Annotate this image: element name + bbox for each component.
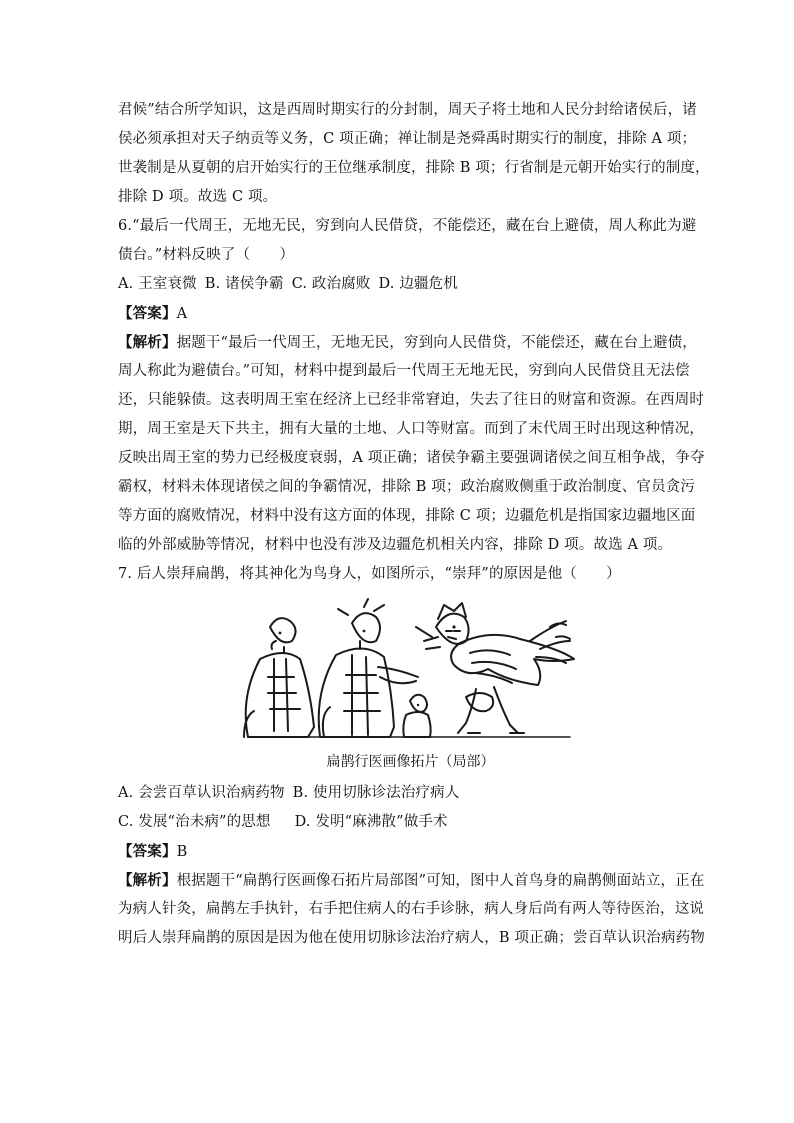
document-page: [118, 96, 710, 953]
analysis-line: 临的外部威胁等情况，材料中也没有涉及边疆危机相关内容，排除 D 项。故选 A 项。: [118, 537, 673, 553]
text-line: 侯必须承担对天子纳贡等义务，C 项正确；禅让制是尧舜禹时期实行的制度，排除 A 项；: [118, 131, 697, 147]
option-d: D. 发明“麻沸散”做手术: [294, 814, 448, 830]
analysis-line: 霸权，材料未体现诸侯之间的争霸情况，排除 B 项；政治腐败侧重于政治制度、官员贪污: [118, 479, 696, 495]
analysis-line: 等方面的腐败情况，材料中没有这方面的体现，排除 C 项；边疆危机是指国家边疆地区面: [118, 508, 696, 524]
option-a: A. 王室衰微: [118, 276, 197, 292]
bianque-rubbing-image: [240, 597, 580, 743]
option-d: D. 边疆危机: [378, 276, 458, 292]
answer-line: [118, 299, 683, 328]
option-a: A. 会尝百草认识治病药物: [118, 785, 285, 801]
text-line: 世袭制是从夏朝的启开始实行的王位继承制度，排除 B 项；行省制是元朝开始实行的制度，: [118, 160, 710, 176]
answer-line: [118, 837, 683, 866]
analysis-text: 据题干“最后一代周王，无地无民，穷到向人民借贷，不能偿还，藏在台上避债，: [176, 335, 697, 351]
option-b: B. 使用切脉诊法治疗病人: [292, 785, 460, 801]
analysis-line: 为病人针灸，扁鹊左手执针，右手把住病人的右手诊脉，病人身后尚有两人等待医治，这说: [118, 901, 704, 917]
text-line: 君候”结合所学知识，这是西周时期实行的分封制，周天子将土地和人民分封给诸侯后，诸: [118, 102, 697, 118]
figure-caption: 扁鹊行医画像拓片（局部）: [326, 754, 495, 770]
analysis-line: 周人称此为避债台。”可知，材料中提到最后一代周王无地无民，穷到向人民借贷且无法偿: [118, 363, 690, 379]
question-options: [118, 808, 683, 837]
answer-value: A: [176, 306, 188, 322]
analysis-line: [118, 328, 697, 357]
option-b: B. 诸侯争霸: [204, 276, 284, 292]
question-7: [118, 560, 705, 953]
rubbing-figure: [118, 597, 683, 745]
analysis-label: 【解析】: [118, 872, 177, 889]
answer-value: B: [176, 844, 188, 860]
question-6: [118, 212, 705, 560]
question-stem-line: 7. 后人崇拜扁鹊，将其神化为鸟身人，如图所示，“崇拜”的原因是他（ ）: [118, 566, 621, 582]
analysis-text: 根据题干“扁鹊行医画像石拓片局部图”可知，图中人首鸟身的扁鹊侧面站立，正在: [176, 873, 705, 889]
question-options: [118, 779, 683, 808]
analysis-line: 期，周王室是天下共主，拥有大量的土地、人口等财富。而到了末代周王时出现这种情况，: [118, 421, 704, 437]
analysis-line: 还，只能躲债。这表明周王室在经济上已经非常窘迫，失去了往日的财富和资源。在西周时: [118, 392, 704, 408]
answer-label: 【答案】: [118, 843, 177, 860]
question-stem-line: 6.“最后一代周王，无地无民，穷到向人民借贷，不能偿还，藏在台上避债，周人称此为避: [118, 218, 697, 234]
option-c: C. 发展“治未病”的思想: [118, 814, 271, 830]
analysis-line: 反映出周王室的势力已经极度衰弱，A 项正确；诸侯争霸主要强调诸侯之间互相争战，争夺: [118, 450, 705, 466]
question-stem-line: 债台。”材料反映了（ ）: [118, 247, 295, 263]
analysis-line: [118, 866, 705, 895]
previous-analysis: [118, 96, 710, 212]
analysis-line: 明后人崇拜扁鹊的原因是因为他在使用切脉诊法治疗病人，B 项正确；尝百草认识治病药物: [118, 930, 705, 946]
question-options: [118, 270, 683, 299]
answer-label: 【答案】: [118, 305, 177, 322]
text-line: 排除 D 项。故选 C 项。: [118, 189, 278, 205]
analysis-label: 【解析】: [118, 334, 177, 351]
option-c: C. 政治腐败: [291, 276, 371, 292]
